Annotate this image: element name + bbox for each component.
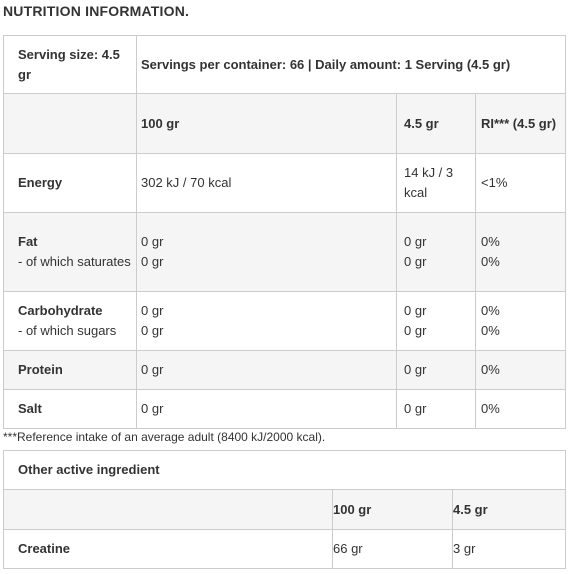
value-ri-sub: 0% (481, 254, 500, 269)
col-header-100gr: 100 gr (333, 490, 453, 530)
col-header-serving: 4.5 gr (453, 490, 566, 530)
row-subname: - of which sugars (18, 323, 117, 338)
col-header-100gr: 100 gr (137, 94, 397, 154)
servings-per-container-cell: Servings per container: 66 | Daily amount: 1 Serving (4.5 gr) (137, 36, 566, 94)
table-row (4, 530, 566, 569)
value-serving: 0 gr (397, 351, 476, 390)
row-name: Fat (18, 234, 38, 249)
table-row (4, 390, 566, 429)
page-title: NUTRITION INFORMATION. (3, 3, 190, 19)
reference-intake-footnote: ***Reference intake of an average adult (8400 kJ/2000 kcal). (3, 430, 326, 444)
value-ri: 0% (481, 303, 500, 318)
header-empty-cell (4, 490, 333, 530)
ingredient-name: Creatine (4, 530, 333, 569)
value-serving: 0 gr (404, 234, 427, 249)
value-serving-sub: 0 gr (404, 254, 427, 269)
value-serving: 0 gr (404, 303, 427, 318)
active-ingredient-title: Other active ingredient (4, 451, 566, 490)
value-100gr: 0 gr (141, 234, 164, 249)
value-serving: 14 kJ / 3 kcal (397, 154, 476, 213)
value-100gr: 0 gr (141, 303, 164, 318)
table-row (4, 213, 566, 292)
table-row (4, 351, 566, 390)
value-100gr: 66 gr (333, 530, 453, 569)
col-header-serving: 4.5 gr (397, 94, 476, 154)
row-name: Salt (4, 390, 137, 429)
row-subname: - of which saturates (18, 254, 131, 269)
table-row (4, 154, 566, 213)
row-name: Energy (4, 154, 137, 213)
table-row (4, 292, 566, 351)
header-empty-cell (4, 94, 137, 154)
value-100gr-sub: 0 gr (141, 254, 164, 269)
value-ri: 0% (476, 351, 566, 390)
serving-size-cell: Serving size: 4.5 gr (4, 36, 137, 94)
value-100gr: 302 kJ / 70 kcal (137, 154, 397, 213)
value-100gr: 0 gr (137, 351, 397, 390)
value-100gr-sub: 0 gr (141, 323, 164, 338)
value-ri: 0% (476, 390, 566, 429)
row-name: Protein (4, 351, 137, 390)
value-100gr: 0 gr (137, 390, 397, 429)
value-serving-sub: 0 gr (404, 323, 427, 338)
value-serving: 0 gr (397, 390, 476, 429)
value-ri: 0% (481, 234, 500, 249)
value-serving: 3 gr (453, 530, 566, 569)
nutrition-table (3, 35, 566, 429)
value-ri-sub: 0% (481, 323, 500, 338)
row-name: Carbohydrate (18, 303, 103, 318)
col-header-ri: RI*** (4.5 gr) (476, 94, 566, 154)
value-ri: <1% (476, 154, 566, 213)
active-ingredient-table (3, 450, 566, 569)
